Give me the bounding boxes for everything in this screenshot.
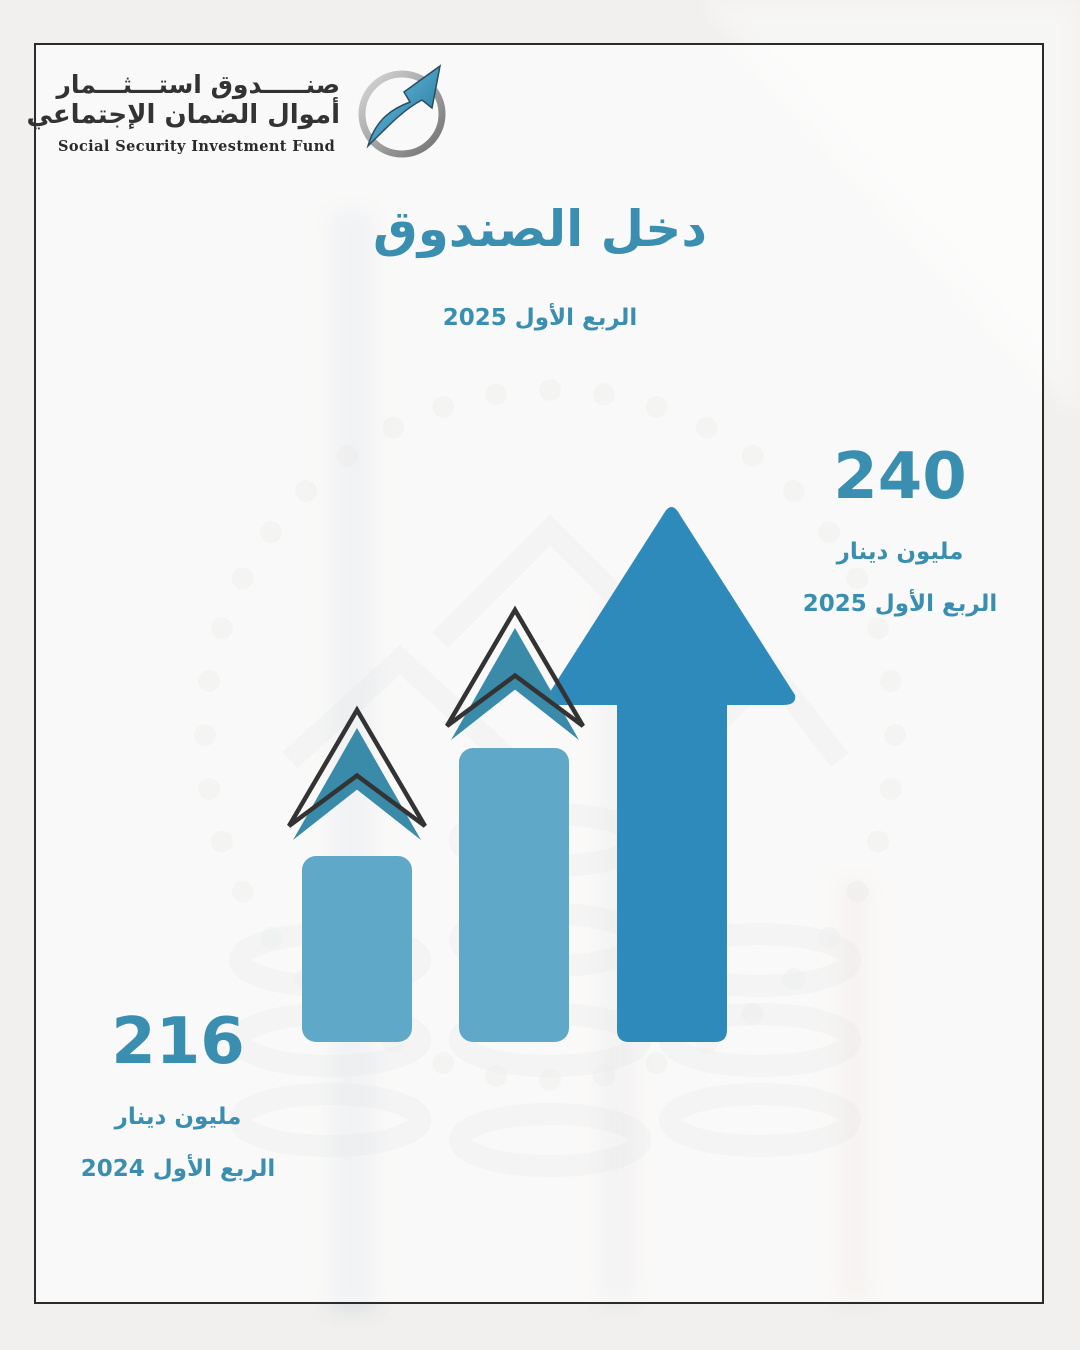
stat-current-period: الربع الأول 2025 [802, 591, 998, 617]
decorative-bar-medium [459, 748, 569, 1042]
logo-arabic-line2: أموال الضمان الإجتماعي [26, 100, 340, 130]
stat-previous-value: 216 [111, 1005, 245, 1079]
stat-current-quarter [800, 440, 1000, 617]
logo-english-name: Social Security Investment Fund [58, 138, 336, 155]
page-title: دخل الصندوق [373, 200, 707, 258]
decorative-bar-small [302, 856, 412, 1042]
stat-previous-quarter [68, 1005, 288, 1182]
bar-current-quarter-arrow [548, 507, 796, 1042]
page-subtitle: الربع الأول 2025 [442, 305, 638, 331]
stat-current-value: 240 [833, 440, 967, 514]
stat-previous-period: الربع الأول 2024 [80, 1156, 276, 1182]
stat-current-unit: مليون دينار [836, 539, 964, 565]
logo-arabic-line1: صنـــــدوق استـــثـــمار [56, 70, 340, 99]
stat-previous-unit: مليون دينار [114, 1104, 242, 1130]
